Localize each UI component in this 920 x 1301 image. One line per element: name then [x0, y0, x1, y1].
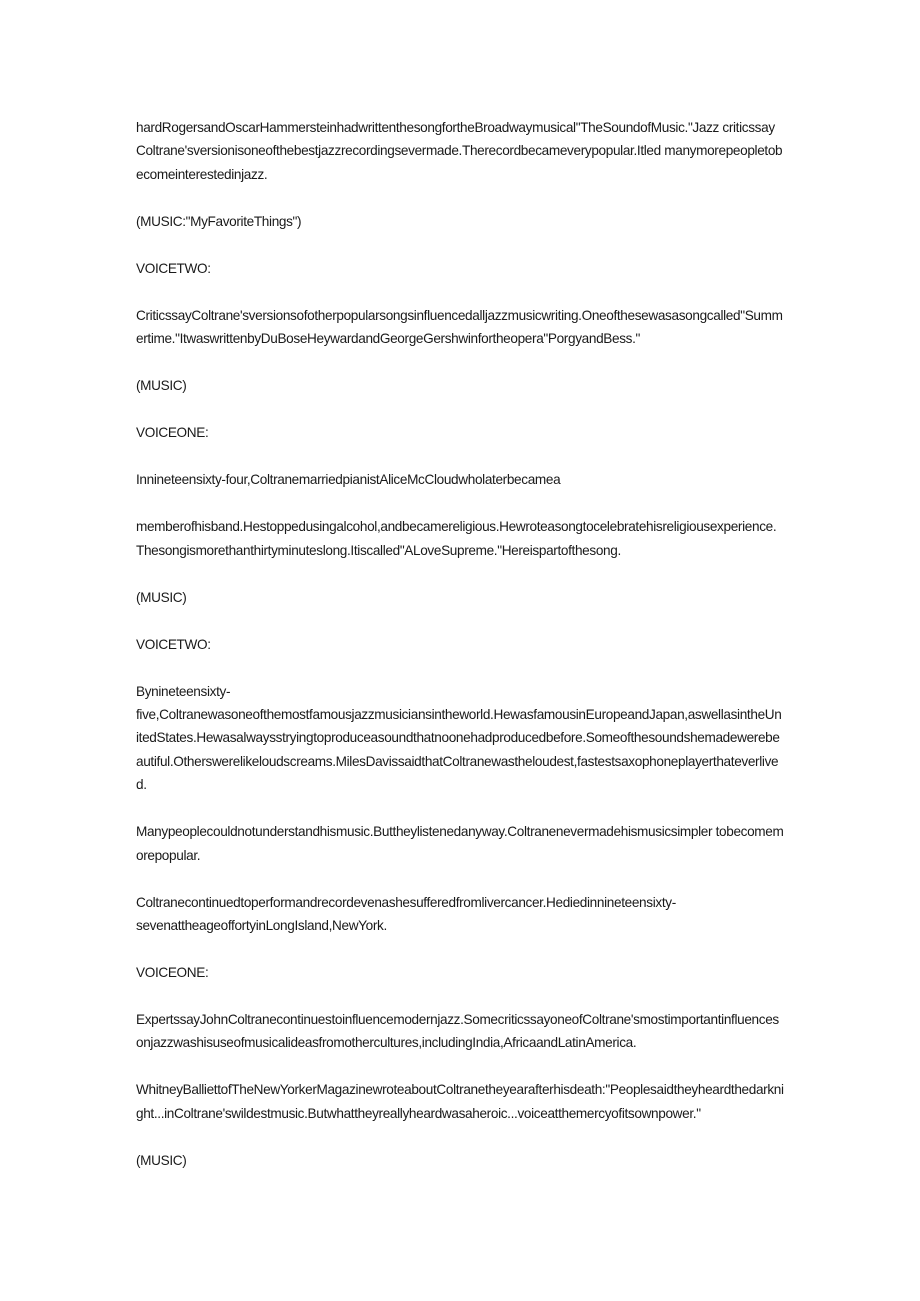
document-body: [136, 116, 784, 1196]
music-cue: (MUSIC): [136, 589, 187, 605]
paragraph: CriticssayColtrane'sversionsofotherpopularsongsinfluencedalljazzmusicwriting.Oneofthesewasasongcalled"Summertime."ItwaswrittenbyDuBoseHeywardandGeorgeGershwinfortheopera"PorgyandBess.": [136, 307, 783, 347]
paragraph: Bynineteensixty- five,Coltranewasoneofthemostfamousjazzmusiciansintheworld.HewasfamousinEuropeandJapan,aswellasintheUnitedStates.Hewasalwaysstryingtoproduceasoundthatnoonehadproducedbefore.Someofthesoundshemadewerebeautiful.Otherswerelikeloudscreams.MilesDavissaidthatColtranewastheloudest,fastestsaxophoneplayerthateverlived.: [136, 683, 782, 793]
paragraph: memberofhisband.Hestoppedusingalcohol,andbecamereligious.Hewroteasongtocelebratehisreligiousexperience.Thesongismorethanthirtyminuteslong.Itiscalled"ALoveSupreme."Hereispartofthesong.: [136, 519, 777, 558]
music-cue: (MUSIC): [136, 378, 187, 394]
speaker-label: VOICETWO:: [136, 636, 211, 652]
paragraph: Manypeoplecouldnotunderstandhismusic.Buttheylistenedanyway.Coltranenevermadehismusicsimpler tobecomemorepopular.: [136, 824, 784, 863]
speaker-label: VOICETWO:: [136, 260, 211, 276]
paragraph: Innineteensixty-four,ColtranemarriedpianistAliceMcCloudwholaterbecamea: [136, 472, 561, 488]
speaker-label: VOICEONE:: [136, 965, 209, 981]
music-cue: (MUSIC): [136, 1152, 187, 1168]
paragraph: ExpertssayJohnColtranecontinuestoinfluencemodernjazz.SomecriticssayoneofColtrane'smostimportantinfluencesonjazzwashisuseofmusicalideasfromothercultures,includingIndia,AfricaandLatinAmerica.: [136, 1012, 779, 1051]
music-cue: (MUSIC:"MyFavoriteThings"): [136, 213, 302, 229]
speaker-label: VOICEONE:: [136, 425, 209, 441]
paragraph: hardRogersandOscarHammersteinhadwrittenthesongfortheBroadwaymusical"TheSoundofMusic."Jazz criticssayColtrane'sversionisoneofthebestjazzrecordingsevermade.Therecordbecameverypopular.Itled manymorepeopletobecomeinterestedinjazz.: [136, 120, 783, 182]
paragraph: WhitneyBalliettofTheNewYorkerMagazinewroteaboutColtranetheyearafterhisdeath:"Peoplesaidtheyheardthedarknight...inColtrane'swildestmusic.Butwhattheyreallyheardwasaheroic...voiceatthemercyofitsownpower.": [136, 1082, 784, 1121]
paragraph: Coltranecontinuedtoperformandrecordevenashesufferedfromlivercancer.Hediedinnineteensixty- sevenattheageoffortyinLongIsland,NewYork.: [136, 894, 676, 934]
